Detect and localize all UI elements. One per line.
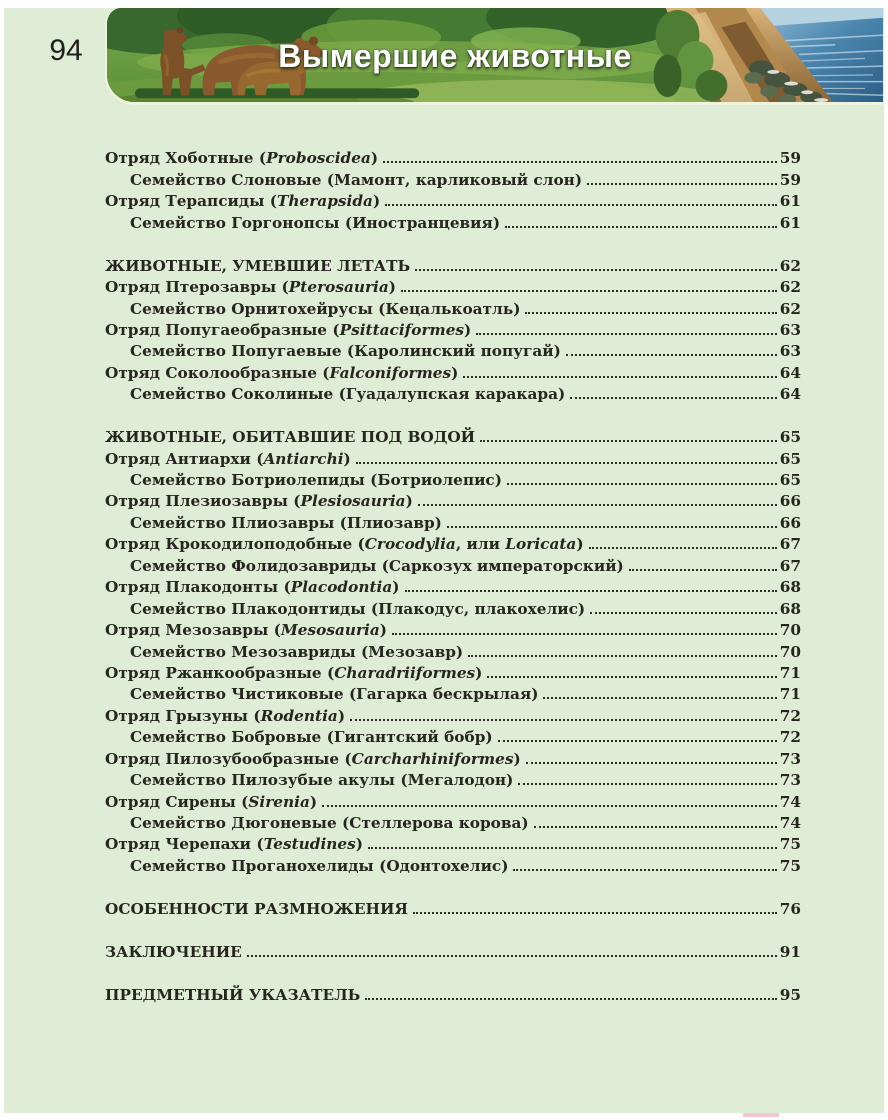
toc-entry-label: Семейство Соколиные (Гуадалупская каракара): [130, 385, 566, 404]
toc-entry-label: Семейство Плиозавры (Плиозавр): [130, 513, 442, 532]
toc-leader-dots: [418, 504, 777, 506]
toc-page-number: 59: [779, 170, 801, 189]
toc-page-number: 65: [779, 449, 801, 468]
toc-entry: [105, 253, 801, 274]
toc-page-number: 62: [779, 299, 801, 318]
toc-entry: [105, 360, 801, 381]
toc-entry: [105, 489, 801, 510]
toc-page-number: 76: [779, 899, 801, 918]
toc-entry: [105, 896, 801, 917]
toc-entry-label: Отряд Крокодилоподобные (Crocodylia, или Loricata): [105, 535, 584, 554]
toc-entry: [105, 832, 801, 853]
toc-entry-label: Семейство Плакодонтиды (Плакодус, плакохелис): [130, 599, 586, 618]
toc-entry: [105, 553, 801, 574]
toc-leader-dots: [487, 676, 776, 678]
toc-leader-dots: [415, 269, 777, 271]
scan-artifact-mark: [743, 1113, 779, 1117]
toc-leader-dots: [476, 333, 776, 335]
toc-entry-label: ЖИВОТНЫЕ, ОБИТАВШИЕ ПОД ВОДОЙ: [105, 428, 476, 447]
toc-page-number: 64: [779, 385, 801, 404]
toc-page-number: 66: [779, 513, 801, 532]
toc-entry-label: Семейство Бобровые (Гигантский бобр): [130, 728, 493, 747]
toc-leader-dots: [525, 312, 776, 314]
toc-leader-dots: [498, 740, 777, 742]
toc-entry: [105, 189, 801, 210]
toc-entry: [105, 811, 801, 832]
toc-entry-label: Семейство Орнитохейрусы (Кецалькоатль): [130, 299, 521, 318]
toc-leader-dots: [590, 612, 777, 614]
toc-entry: [105, 425, 801, 446]
toc-page-number: 68: [779, 599, 801, 618]
toc-page-number: 63: [779, 320, 801, 339]
toc-leader-dots: [405, 590, 777, 592]
toc-leader-dots: [385, 204, 777, 206]
toc-leader-dots: [365, 998, 776, 1000]
page-number: 94: [49, 34, 83, 67]
toc-leader-dots: [322, 805, 777, 807]
toc-page-number: 95: [779, 985, 801, 1004]
toc-leader-dots: [566, 354, 777, 356]
toc-page-number: 73: [779, 771, 801, 790]
toc-leader-dots: [463, 376, 776, 378]
toc-entry: [105, 510, 801, 531]
toc-page-number: 66: [779, 492, 801, 511]
toc-entry-label: Отряд Попугаеобразные (Psittaciformes): [105, 320, 472, 339]
toc-entry: [105, 768, 801, 789]
toc-entry: [105, 982, 801, 1003]
toc-entry-label: ОСОБЕННОСТИ РАЗМНОЖЕНИЯ: [105, 899, 408, 918]
toc-entry-label: Отряд Птерозавры (Pterosauria): [105, 278, 397, 297]
toc-entry-label: Отряд Плакодонты (Placodontia): [105, 578, 400, 597]
toc-page-number: 71: [779, 663, 801, 682]
toc-entry-label: Семейство Попугаевые (Каролинский попугай): [130, 342, 561, 361]
toc-entry: [105, 639, 801, 660]
toc-leader-dots: [392, 633, 777, 635]
toc-entry-label: Отряд Ржанкообразные (Charadriiformes): [105, 663, 483, 682]
ground-strip: [135, 88, 419, 98]
toc-page-number: 62: [779, 278, 801, 297]
toc-leader-dots: [350, 719, 777, 721]
table-of-contents: [105, 146, 801, 1004]
toc-leader-dots: [587, 183, 777, 185]
toc-entry: [105, 446, 801, 467]
toc-entry: [105, 853, 801, 874]
toc-entry-label: Отряд Мезозавры (Mesosauria): [105, 621, 388, 640]
toc-entry: [105, 682, 801, 703]
toc-page-number: 70: [779, 642, 801, 661]
toc-entry: [105, 318, 801, 339]
toc-leader-dots: [518, 783, 776, 785]
toc-entry: [105, 789, 801, 810]
toc-leader-dots: [589, 547, 777, 549]
toc-entry-label: Отряд Соколообразные (Falconiformes): [105, 363, 459, 382]
toc-page-number: 70: [779, 621, 801, 640]
toc-entry-label: Отряд Хоботные (Proboscidea): [105, 149, 379, 168]
toc-entry-label: Семейство Мезозавриды (Мезозавр): [130, 642, 464, 661]
toc-entry: [105, 746, 801, 767]
toc-entry-label: Семейство Пилозубые акулы (Мегалодон): [130, 771, 514, 790]
toc-entry-label: Семейство Горгонопсы (Иностранцевия): [130, 213, 501, 232]
toc-entry-label: Отряд Антиархи (Antiarchi): [105, 449, 351, 468]
toc-entry-label: Семейство Фолидозавриды (Саркозух императорский): [130, 556, 624, 575]
toc-entry-label: Семейство Слоновые (Мамонт, карликовый слон): [130, 170, 583, 189]
toc-entry: [105, 596, 801, 617]
toc-page-number: 65: [779, 428, 801, 447]
toc-page-number: 61: [779, 192, 801, 211]
chapter-title: Вымершие животные: [278, 38, 632, 74]
toc-entry-label: Отряд Сирены (Sirenia): [105, 792, 318, 811]
toc-entry: [105, 661, 801, 682]
toc-entry: [105, 210, 801, 231]
toc-entry-label: ПРЕДМЕТНЫЙ УКАЗАТЕЛЬ: [105, 985, 361, 1004]
toc-list: [105, 146, 801, 1004]
toc-page-number: 67: [779, 535, 801, 554]
toc-page-number: 71: [779, 685, 801, 704]
toc-entry-label: Отряд Терапсиды (Therapsida): [105, 192, 381, 211]
toc-leader-dots: [368, 847, 777, 849]
toc-page-number: 59: [779, 149, 801, 168]
toc-entry: [105, 532, 801, 553]
toc-page-number: 91: [779, 942, 801, 961]
toc-entry-label: Отряд Пилозубообразные (Carcharhiniformes): [105, 749, 521, 768]
toc-leader-dots: [468, 655, 777, 657]
toc-leader-dots: [570, 397, 776, 399]
toc-entry: [105, 725, 801, 746]
toc-page-number: 68: [779, 578, 801, 597]
toc-entry-label: Семейство Ботриолепиды (Ботриолепис): [130, 471, 502, 489]
toc-leader-dots: [383, 161, 777, 163]
toc-entry: [105, 939, 801, 960]
toc-page-number: 63: [779, 342, 801, 361]
toc-leader-dots: [401, 290, 777, 292]
toc-leader-dots: [356, 462, 777, 464]
toc-entry: [105, 275, 801, 296]
toc-leader-dots: [629, 569, 777, 571]
toc-page-number: 61: [779, 213, 801, 232]
toc-entry-label: Семейство Проганохелиды (Одонтохелис): [130, 856, 509, 875]
toc-page-number: 62: [779, 256, 801, 275]
toc-leader-dots: [247, 955, 777, 957]
toc-entry: [105, 146, 801, 167]
toc-leader-dots: [534, 826, 777, 828]
chapter-header-banner: [105, 8, 883, 105]
toc-leader-dots: [447, 526, 777, 528]
toc-page-number: 75: [779, 835, 801, 854]
toc-leader-dots: [507, 483, 777, 485]
toc-leader-dots: [480, 440, 777, 442]
toc-leader-dots: [543, 697, 776, 699]
toc-entry: [105, 339, 801, 360]
toc-entry-label: Отряд Грызуны (Rodentia): [105, 706, 346, 725]
toc-entry-label: Отряд Плезиозавры (Plesiosauria): [105, 492, 413, 511]
toc-entry: [105, 575, 801, 596]
toc-page-number: 65: [779, 471, 801, 489]
toc-entry: [105, 618, 801, 639]
toc-entry: [105, 382, 801, 403]
toc-entry: [105, 167, 801, 188]
toc-leader-dots: [513, 869, 776, 871]
toc-entry: [105, 296, 801, 317]
toc-entry: [105, 703, 801, 724]
toc-page-number: 74: [779, 792, 801, 811]
toc-entry-label: ЗАКЛЮЧЕНИЕ: [105, 942, 242, 961]
toc-entry-label: Семейство Дюгоневые (Стеллерова корова): [130, 814, 529, 832]
toc-entry-label: ЖИВОТНЫЕ, УМЕВШИЕ ЛЕТАТЬ: [105, 256, 411, 275]
toc-page-number: 72: [779, 706, 801, 725]
toc-entry-label: Отряд Черепахи (Testudines): [105, 835, 363, 854]
banner-illustration: [107, 8, 883, 102]
toc-leader-dots: [505, 226, 777, 228]
toc-page-number: 64: [779, 363, 801, 382]
toc-leader-dots: [526, 762, 777, 764]
toc-entry: [105, 468, 801, 489]
toc-leader-dots: [413, 912, 777, 914]
toc-page-number: 74: [779, 814, 801, 832]
toc-entry-label: Семейство Чистиковые (Гагарка бескрылая): [130, 685, 539, 704]
toc-page-number: 72: [779, 728, 801, 747]
toc-page-number: 67: [779, 556, 801, 575]
toc-page-number: 73: [779, 749, 801, 768]
toc-page-number: 75: [779, 856, 801, 875]
